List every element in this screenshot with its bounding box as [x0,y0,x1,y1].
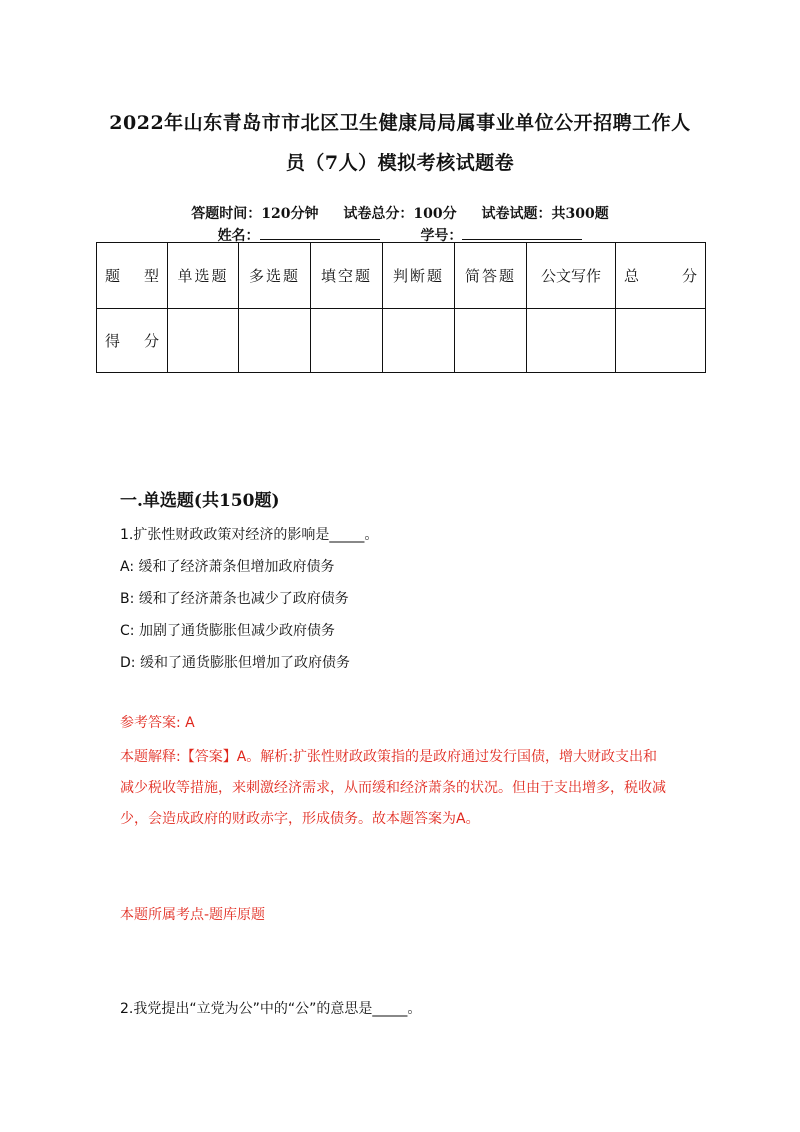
score-cell [311,309,383,373]
score-cell [239,309,311,373]
score-table-score-row [97,309,706,373]
score-table-header-row [97,243,706,309]
exam-total-score: 试卷总分：100分 [343,206,457,222]
exam-time: 答题时间：120分钟 [191,206,319,222]
exam-title-line-2: 员（7人）模拟考核试题卷 [285,152,515,174]
section-title: 一.单选题(共150题) [120,491,280,511]
col-true-false: 判断题 [383,243,455,309]
score-cell [383,309,455,373]
score-cell [616,309,706,373]
question-1-option-d: D: 缓和了通货膨胀但增加了政府债务 [120,655,350,671]
col-short-answer: 简答题 [455,243,527,309]
name-blank [260,227,380,240]
student-id-label: 学号： [420,228,463,244]
question-1-explanation: 本题解释:【答案】A。解析:扩张性财政政策指的是政府通过发行国债，增大财政支出和减少税收等措施，来刺激经济需求，从而缓和经济萧条的状况。但由于支出增多，税收减少，会造成政府的财政赤字，形成债务。故本题答案为A。 [120,749,666,827]
name-label: 姓名： [217,228,260,244]
col-official-writing: 公文写作 [527,243,616,309]
row-label-type: 题 型 [97,243,168,309]
student-id-blank [462,227,582,240]
question-1-source: 本题所属考点-题库原题 [120,907,266,923]
score-table [96,242,706,373]
exam-info [0,203,800,223]
row-label-score: 得 分 [97,309,168,373]
col-single-choice: 单选题 [168,243,239,309]
question-1-answer: 参考答案: A [120,715,195,731]
col-multiple-choice: 多选题 [239,243,311,309]
col-fill-blank: 填空题 [311,243,383,309]
score-cell [455,309,527,373]
exam-question-count: 试卷试题：共300题 [481,206,609,222]
question-1-stem: 1.扩张性财政政策对经济的影响是_____。 [120,527,379,543]
score-cell [168,309,239,373]
question-1-option-a: A: 缓和了经济萧条但增加政府债务 [120,559,335,575]
score-cell [527,309,616,373]
question-1-option-c: C: 加剧了通货膨胀但减少政府债务 [120,623,335,639]
question-2-stem: 2.我党提出“立党为公”中的“公”的意思是_____。 [120,1001,422,1017]
col-total: 总 分 [616,243,706,309]
question-1-option-b: B: 缓和了经济萧条也减少了政府债务 [120,591,349,607]
exam-title-line-1: 2022年山东青岛市市北区卫生健康局局属事业单位公开招聘工作人 [109,112,691,134]
